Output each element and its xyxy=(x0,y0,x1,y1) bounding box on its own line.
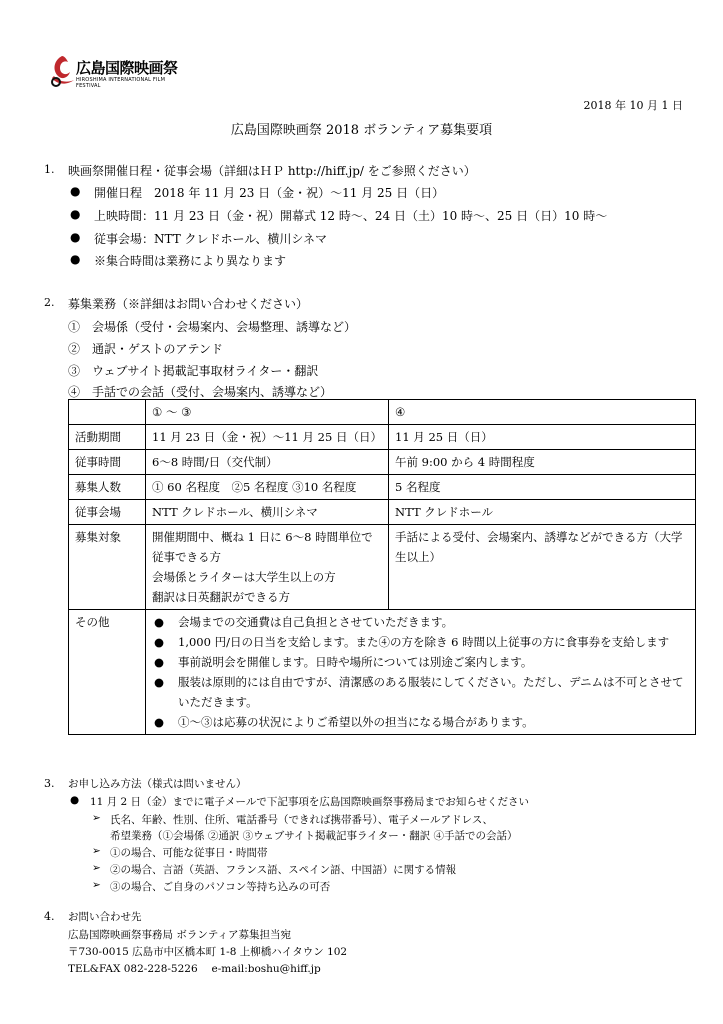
target-text: 開催期間中、概ね 1 日に 6～8 時間単位で従事できる方 xyxy=(152,530,373,564)
table-row xyxy=(69,425,696,450)
table-cell: その他 xyxy=(69,610,146,735)
bullet-icon: ● xyxy=(70,230,81,244)
table-row xyxy=(69,475,696,500)
table-row xyxy=(69,525,696,610)
section-1-item: 開催日程 2018 年 11 月 23 日（金・祝）～11 月 25 日（日） xyxy=(94,186,445,200)
bullet-icon: ● xyxy=(154,655,165,669)
arrow-icon: ➢ xyxy=(92,845,101,857)
list-item: ● 服装は原則的には自由ですが、清潔感のある服装にしてください。ただし、デニムは不可とさせていただきます。 xyxy=(154,672,689,712)
section-3-item: ②の場合、言語（英語、フランス語、スペイン語、中国語）に関する情報 xyxy=(110,864,457,876)
contact-line: 広島国際映画祭事務局 ボランティア募集担当宛 xyxy=(68,929,291,941)
section-2-item: ① 会場係（受付・会場案内、会場整理、誘導など） xyxy=(68,320,357,334)
bullet-icon: ● xyxy=(154,635,165,649)
table-cell: 活動期間 xyxy=(69,425,146,450)
table-cell: NTT クレドホール xyxy=(389,500,696,525)
section-3-item: ①の場合、可能な従事日・時間帯 xyxy=(110,847,268,859)
table-cell: 11 月 23 日（金・祝）～11 月 25 日（日） xyxy=(146,425,389,450)
table-cell xyxy=(146,610,696,735)
bullet-icon: ● xyxy=(154,615,165,629)
bullet-icon: ● xyxy=(70,252,81,266)
section-2-item: ② 通訳・ゲストのアテンド xyxy=(68,342,223,356)
list-item: ● 1,000 円/日の日当を支給します。また④の方を除き 6 時間以上従事の方に食事券を支給します xyxy=(154,632,689,652)
table-cell: NTT クレドホール、横川シネマ xyxy=(146,500,389,525)
section-2-number: 2. xyxy=(44,296,55,309)
section-3-item: 希望業務（①会場係 ②通訳 ③ウェブサイト掲載記事ライター・翻訳 ④手話での会話） xyxy=(110,830,518,842)
table-cell: 午前 9:00 から 4 時間程度 xyxy=(389,450,696,475)
section-3-heading: お申し込み方法（様式は問いません） xyxy=(68,778,247,790)
bullet-icon: ● xyxy=(70,184,81,198)
section-2-item: ③ ウェブサイト掲載記事取材ライター・翻訳 xyxy=(68,364,319,378)
list-item: ● ①～③は応募の状況によりご希望以外の担当になる場合があります。 xyxy=(154,712,689,732)
logo-mark-icon xyxy=(48,54,76,88)
table-cell: 6～8 時間/日（交代制） xyxy=(146,450,389,475)
table-cell: ④ xyxy=(389,400,696,425)
table-cell: ① ～ ③ xyxy=(146,400,389,425)
section-1-number: 1. xyxy=(44,163,55,176)
section-1-item: ※集合時間は業務により異なります xyxy=(94,254,287,268)
list-item: ● 会場までの交通費は自己負担とさせていただきます。 xyxy=(154,612,689,632)
table-cell xyxy=(146,525,389,610)
table-cell: 従事会場 xyxy=(69,500,146,525)
table-row xyxy=(69,500,696,525)
document-date: 2018 年 10 月 1 日 xyxy=(583,99,683,112)
table-cell: ① 60 名程度 ②5 名程度 ③10 名程度 xyxy=(146,475,389,500)
arrow-icon: ➢ xyxy=(92,862,101,874)
table-cell: 手話による受付、会場案内、誘導などができる方（大学生以上） xyxy=(389,525,696,610)
arrow-icon: ➢ xyxy=(92,879,101,891)
table-cell xyxy=(69,400,146,425)
bullet-icon: ● xyxy=(154,715,165,729)
section-1-heading: 映画祭開催日程・従事会場（詳細はＨＰ http://hiff.jp/ をご参照ください） xyxy=(68,164,476,178)
bullet-icon: ● xyxy=(154,675,165,689)
festival-logo xyxy=(48,50,188,92)
bullet-icon: ● xyxy=(70,207,81,221)
section-2-item: ④ 手話での会話（受付、会場案内、誘導など） xyxy=(68,385,333,399)
section-3-number: 3. xyxy=(44,777,55,790)
table-cell: 募集人数 xyxy=(69,475,146,500)
section-3-item: 氏名、年齢、性別、住所、電話番号（できれば携帯番号）、電子メールアドレス、 xyxy=(110,814,494,826)
table-row xyxy=(69,400,696,425)
table-row xyxy=(69,610,696,735)
section-1-item: 従事会場：NTT クレドホール、横川シネマ xyxy=(94,232,327,246)
section-4-heading: お問い合わせ先 xyxy=(68,911,142,923)
section-4-number: 4. xyxy=(44,910,55,923)
contact-line: TEL&FAX 082-228-5226 e-mail:boshu@hiff.jp xyxy=(68,963,321,975)
table-row xyxy=(69,450,696,475)
table-cell: 募集対象 xyxy=(69,525,146,610)
recruitment-table xyxy=(68,399,696,735)
section-3-bullet: 11 月 2 日（金）までに電子メールで下記事項を広島国際映画祭事務局までお知らせください xyxy=(90,796,530,808)
target-text: 会場係とライターは大学生以上の方 xyxy=(152,570,336,584)
contact-line: 〒730-0015 広島市中区橋本町 1-8 上柳橋ハイタウン 102 xyxy=(68,946,348,958)
target-text: 翻訳は日英翻訳ができる方 xyxy=(152,590,290,604)
section-2-heading: 募集業務（※詳細はお問い合わせください） xyxy=(68,297,309,311)
logo-name: 広島国際映画祭 xyxy=(76,59,178,77)
table-cell: 従事時間 xyxy=(69,450,146,475)
page-title: 広島国際映画祭 2018 ボランティア募集要項 xyxy=(230,123,493,138)
arrow-icon: ➢ xyxy=(92,812,101,824)
section-3-item: ③の場合、ご自身のパソコン等持ち込みの可否 xyxy=(110,881,331,893)
table-cell: 5 名程度 xyxy=(389,475,696,500)
section-1-item: 上映時間：11 月 23 日（金・祝）開幕式 12 時～、24 日（土）10 時～、25 日（日）10 時～ xyxy=(94,209,608,223)
bullet-icon: ● xyxy=(70,794,80,806)
logo-subtitle: HIROSHIMA INTERNATIONAL FILM FESTIVAL xyxy=(76,77,166,89)
table-cell: 11 月 25 日（日） xyxy=(389,425,696,450)
list-item: ● 事前説明会を開催します。日時や場所については別途ご案内します。 xyxy=(154,652,689,672)
